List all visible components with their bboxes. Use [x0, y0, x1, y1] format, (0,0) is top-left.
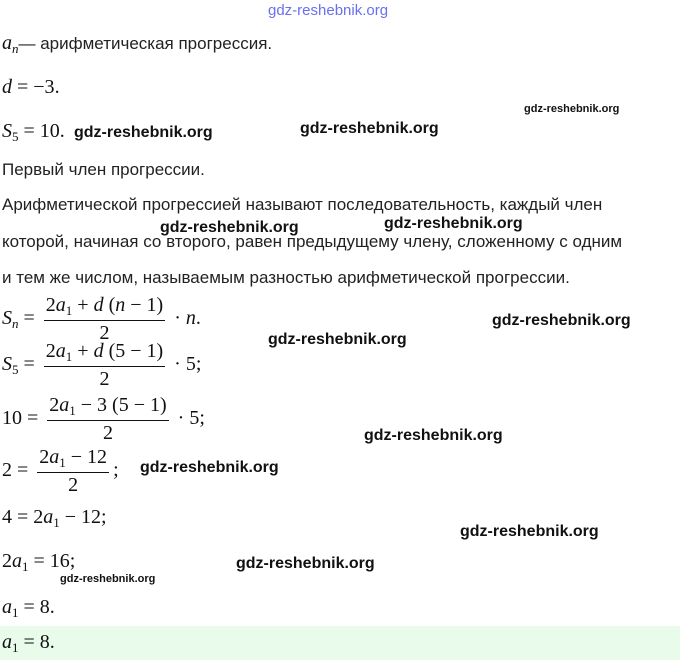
watermark: gdz-reshebnik.org: [236, 555, 375, 572]
watermark: gdz-reshebnik.org: [524, 103, 620, 115]
equation-4: $4 = 2a_1 - 12$;: [2, 506, 107, 530]
final-answer-value: 8: [39, 631, 50, 653]
watermark: gdz-reshebnik.org: [140, 459, 279, 476]
formula-sn: $S_n$ = $\frac{2a_1 + d (n - 1)}{2}$ · n.: [2, 294, 201, 344]
given-d: d = −3.: [2, 76, 60, 98]
result-a1-value: 8: [39, 596, 50, 618]
final-answer: $a_1 = 8$.: [2, 631, 55, 655]
watermark: gdz-reshebnik.org: [460, 523, 599, 540]
definition-line-2: которой, начиная со второго, равен предыдущему члену, сложенному с одним: [2, 232, 623, 251]
formula-s5: $S_5$ = $\frac{2a_1 + d (5 - 1)}{2}$ · 5;: [2, 340, 202, 390]
definition-line-3: и тем же числом, называемым разностью арифметической прогрессии.: [2, 268, 570, 287]
watermark: gdz-reshebnik.org: [384, 215, 523, 232]
equation-16: $2a_1 = 16$;: [2, 550, 76, 574]
given-progression: $a_n—$ арифметическая прогрессия.: [2, 32, 273, 56]
formula-substitute: 10 = $\frac{2a_1 - 3 (5 - 1)}{2}$ · 5;: [2, 394, 205, 444]
watermark: gdz-reshebnik.org: [60, 573, 156, 585]
result-a1: $a_1 = 8$.: [2, 596, 55, 620]
watermark: gdz-reshebnik.org: [300, 120, 439, 137]
watermark: gdz-reshebnik.org: [492, 312, 631, 329]
answer-bar: [0, 626, 680, 660]
watermark: gdz-reshebnik.org: [160, 219, 299, 236]
s5-value: 10: [39, 120, 60, 142]
watermark: gdz-reshebnik.org: [364, 427, 503, 444]
d-value: −3: [33, 76, 55, 98]
definition-line-1: Арифметической прогрессией называют последовательность, каждый член: [2, 195, 603, 214]
find-text: Первый член прогрессии.: [2, 160, 205, 179]
given-s5: $S_5 = 10$.: [2, 120, 65, 144]
top-watermark: gdz-reshebnik.org: [268, 2, 389, 19]
watermark: gdz-reshebnik.org: [74, 124, 213, 141]
progression-label: — арифметическая прогрессия.: [18, 34, 273, 53]
formula-simplify: 2 = $\frac{2a_1 - 12}{2}$ ;: [2, 446, 119, 496]
watermark: gdz-reshebnik.org: [268, 331, 407, 348]
